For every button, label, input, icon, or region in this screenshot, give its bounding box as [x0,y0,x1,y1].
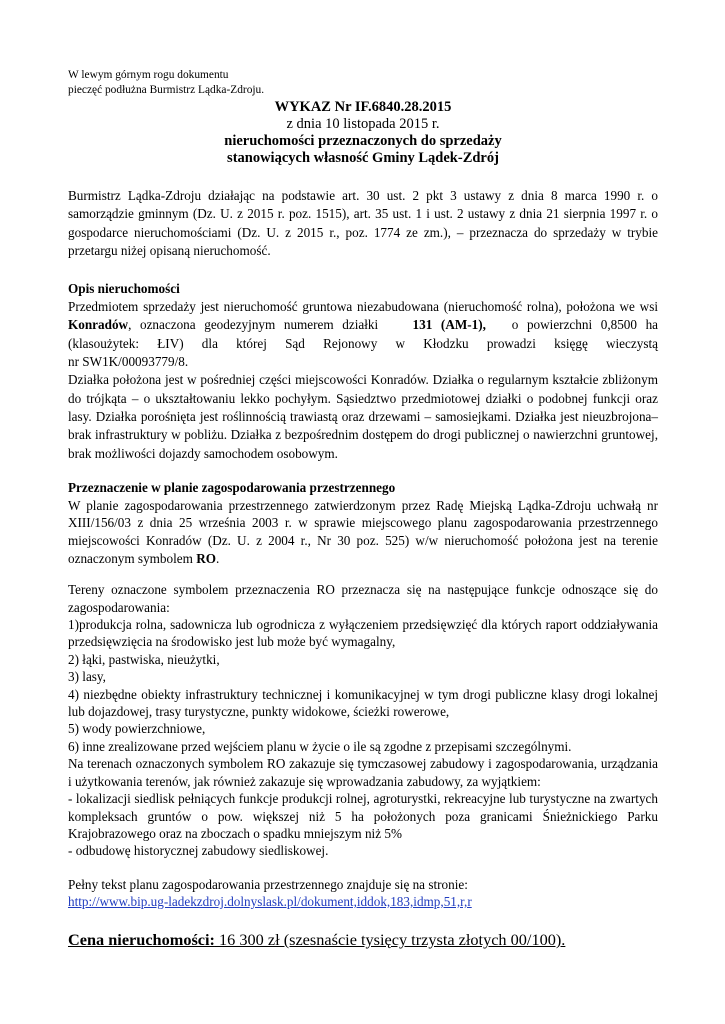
price-label: Cena nieruchomości: [68,929,215,949]
plan-link[interactable]: http://www.bip.ug-ladekzdroj.dolnyslask.pl/dokument,iddok,183,idmp,51,r,r [68,893,472,909]
zoning-paragraph-3: Na terenach oznaczonych symbolem RO zakazuje się tymczasowej zabudowy i zagospodarowania, urządzania i użytkowania terenów, jak również zakazuje się wprowadzania zabudowy, za wyjątkiem: [68,756,658,789]
description-paragraph-1 [68,298,658,371]
plot-text-a: , oznaczona geodezyjnym numerem działki [128,317,379,333]
zoning-heading: Przeznaczenie w planie zagospodarowania przestrzennego [68,479,396,495]
document-date: z dnia 10 listopada 2015 r. [286,116,440,132]
stamp-note [68,68,658,98]
stamp-note-line-1: W lewym górnym rogu dokumentu [68,69,229,81]
plot-area: o powierzchni 0,8500 ha [511,317,659,333]
place-name: Konradów [68,317,129,333]
list-item: 4) niezbędne obiekty infrastruktury technicznej i komunikacyjnej w tym drogi publiczne klasy drogi lokalnej lub dojazdowej, trasy turystyczne, punkty widokowe, ścieżki rowerowe, [68,686,658,720]
price-value: 16 300 zł (szesnaście tysięcy trzysta złotych 00/100). [214,929,566,949]
description-line-3: (klasoużytek: ŁIV) dla której Sąd Rejonowy w Kłodzku prowadzi księgę wieczystą [68,335,658,351]
plot-number: 131 (AM-1), [412,317,486,333]
land-register-number: nr SW1K/00093779/8. [68,354,189,370]
document-title: WYKAZ Nr IF.6840.28.2015 [274,99,452,115]
zoning-symbol: RO [196,550,216,566]
description-section [68,280,658,463]
list-item: - lokalizacji siedlisk pełniących funkcje produkcji rolnej, agroturystki, rekreacyjne lub turystyczne na zwartych kompleksach gruntów o pow. większej niż 5 ha położonych poza granicami Śnieżnickiego Parku Krajobrazowego oraz na zboczach o spadku mniejszym niż 5% [68,791,658,841]
document-subtitle-1: nieruchomości przeznaczonych do sprzedaży [224,133,502,149]
zoning-function-list [68,616,658,755]
description-heading: Opis nieruchomości [68,281,180,297]
description-line-1: Przedmiotem sprzedaży jest nieruchomość gruntowa niezabudowana (nieruchomość rolna), położona we wsi [68,299,658,315]
stamp-note-line-2: pieczęć podłużna Burmistrz Lądka-Zdroju. [68,84,265,96]
list-item: 3) lasy, [68,669,106,685]
description-line-2 [68,316,658,334]
zoning-paragraph-2: Tereny oznaczone symbolem przeznaczenia RO przeznacza się na następujące funkcje odnoszące się do zagospodarowania: [68,582,658,615]
list-item: - odbudowę historycznej zabudowy siedliskowej. [68,843,329,859]
document-header [68,99,658,167]
document-subtitle-2: stanowiących własność Gminy Lądek-Zdrój [227,150,499,166]
zoning-paragraph-1-end: . [215,550,220,566]
description-paragraph-2: Działka położona jest w pośredniej części miejscowości Konradów. Działka o regularnym kształcie zbliżonym do trójkąta – o ukształtowaniu lekko pochyłym. Sąsiedztwo przedmiotowej działki o podobnej funkcji oraz lasy. Działka porośnięta jest roślinnością trawiastą oraz drzewami – samosiejkami. Działka jest nieuzbrojona– brak infrastruktury w pobliżu. Działka z bezpośrednim dostępem do drogi publicznej o nawierzchni gruntowej, brak możliwości dojazdy samochodem osobowym. [68,372,658,461]
zoning-exception-list [68,790,658,860]
list-item: 2) łąki, pastwiska, nieużytki, [68,651,220,667]
zoning-paragraph-1-text: W planie zagospodarowania przestrzennego zatwierdzonym przez Radę Miejską Lądka-Zdroju uchwałą nr XIII/156/03 z dnia 25 września 2003 r. w sprawie miejscowego planu zagospodarowania przestrzennego miejscowości Konradów (Dz. U. z 2004 r., Nr 30 poz. 525) w/w nieruchomość położona jest na terenie oznaczonym symbolem [68,497,658,566]
list-item: 5) wody powierzchniowe, [68,721,206,737]
list-item: 6) inne zrealizowane przed wejściem planu w życie o ile są zgodne z przepisami szczególnymi. [68,738,572,754]
fulltext-label: Pełny tekst planu zagospodarowania przestrzennego znajduje się na stronie: [68,876,468,892]
zoning-paragraph-1 [68,497,658,567]
fulltext-section [68,876,658,911]
zoning-section [68,479,658,860]
document-page [68,68,658,950]
intro-paragraph: Burmistrz Lądka-Zdroju działając na podstawie art. 30 ust. 2 pkt 3 ustawy z dnia 8 marca 1990 r. o samorządzie gminnym (Dz. U. z 2015 r. poz. 1515), art. 35 ust. 1 i ust. 2 ustawy z dnia 21 sierpnia 1997 r. o gospodarce nieruchomościami (Dz. U. z 2015 r., poz. 1774 ze zm.), – przeznacza do sprzedaży w trybie przetargu niżej opisaną nieruchomość. [68,188,658,258]
list-item: 1)produkcja rolna, sadownicza lub ogrodnicza z wyłączeniem przedsięwzięć dla których raport oddziaływania przedsięwzięcia na środowisko jest lub może być wymagalny, [68,617,658,650]
price-line [68,930,658,950]
